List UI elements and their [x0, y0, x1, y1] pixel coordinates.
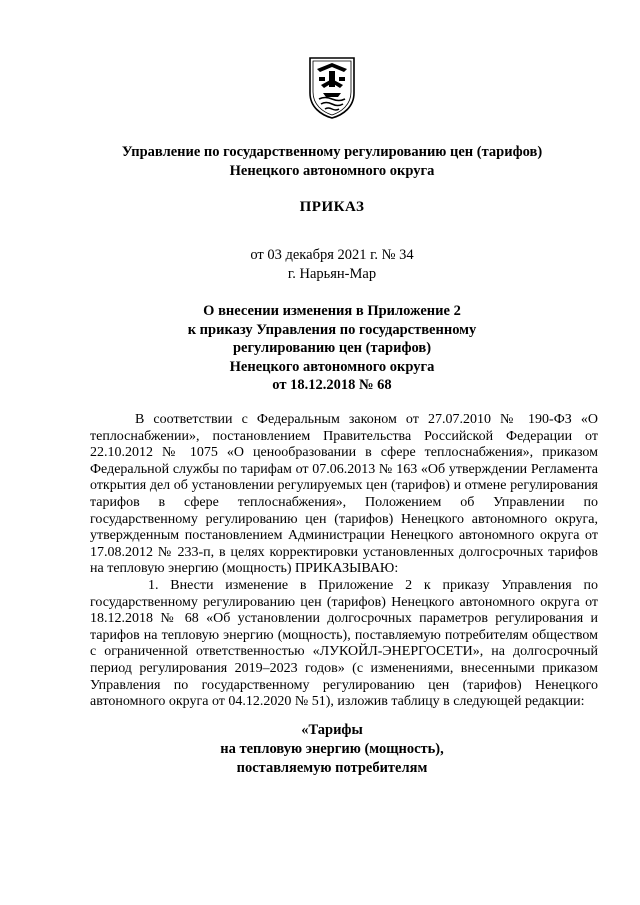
- table-caption-line-3: поставляемую потребителям: [236, 760, 428, 776]
- document-subject: [60, 302, 604, 395]
- document-place: г. Нарьян-Мар: [287, 266, 377, 282]
- table-caption-line-1: «Тарифы: [301, 722, 363, 738]
- table-caption: [60, 721, 604, 778]
- table-caption-line-2: на тепловую энергию (мощность),: [220, 741, 444, 757]
- subject-line-5: от 18.12.2018 № 68: [272, 377, 392, 393]
- document-date-place: [60, 246, 604, 284]
- body-paragraph-preamble: В соответствии с Федеральным законом от 27.07.2010 № 190-ФЗ «О теплоснабжении», постановлением Правительства Российской Федерации от 22.10.2012 № 1075 «О ценообразовании в сфере теплоснабжения», приказом Федеральной службы по тарифам от 07.06.2013 № 163 «Об утверждении Регламента открытия дел об установлении регулируемых цен (тарифов) и отмене регулирования тарифов в сфере теплоснабжения», Положением об Управлении по государственному регулированию цен (тарифов) Ненецкого автономного округа, утвержденным постановлением Администрации Ненецкого автономного округа от 17.08.2012 № 233-п, в целях корректировки установленных долгосрочных тарифов на тепловую энергию (мощность) ПРИКАЗЫВАЮ:: [90, 412, 598, 577]
- subject-line-4: Ненецкого автономного округа: [229, 358, 435, 375]
- body-paragraph-item-1: 1. Внести изменение в Приложение 2 к приказу Управления по государственному регулированию цен (тарифов) Ненецкого автономного округа от 18.12.2018 № 68 «Об установлении долгосрочных параметров регулирования и тарифов на тепловую энергию (мощность), поставляемую потребителям обществом с ограниченной ответственностью «ЛУКОЙЛ-ЭНЕРГОСЕТИ», на долгосрочный период регулирования 2019–2023 годов» (с изменениями, внесенными приказом Управления по государственному регулированию цен (тарифов) Ненецкого автономного округа от 04.12.2020 № 51), изложив таблицу в следующей редакции:: [90, 577, 598, 710]
- document-body: [90, 412, 598, 711]
- document-date-number: от 03 декабря 2021 г. № 34: [250, 247, 414, 263]
- issuing-authority-line-1: Управление по государственному регулированию цен (тарифов): [121, 144, 543, 160]
- subject-line-2: к приказу Управления по государственному: [187, 321, 477, 338]
- subject-line-3: регулированию цен (тарифов): [232, 340, 432, 356]
- issuing-authority-line-2: Ненецкого автономного округа: [229, 163, 435, 179]
- issuing-authority: [60, 143, 604, 181]
- coat-of-arms-emblem: [307, 55, 357, 119]
- document-type-title: ПРИКАЗ: [299, 199, 365, 215]
- subject-line-1: О внесении изменения в Приложение 2: [203, 303, 461, 319]
